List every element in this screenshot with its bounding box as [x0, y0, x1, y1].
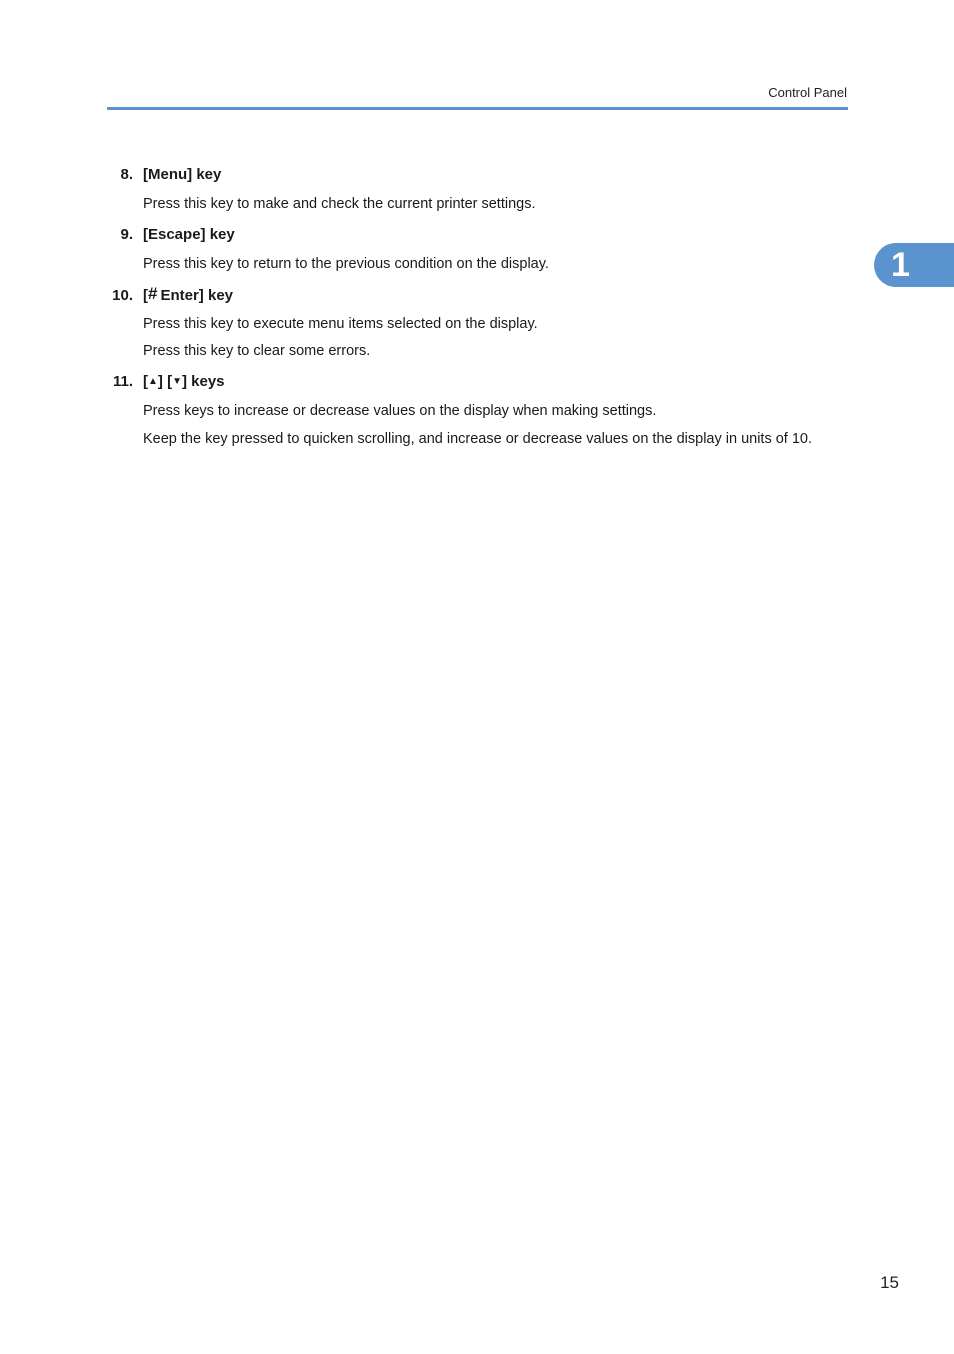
item-description: Press this key to return to the previous condition on the display.: [143, 256, 549, 272]
page-number: 15: [880, 1273, 899, 1292]
item-description: Keep the key pressed to quicken scrolling, and increase or decrease values on the display in units of 10.: [143, 431, 813, 447]
bracket-open: [: [143, 373, 148, 390]
down-triangle-icon: ▼: [172, 376, 182, 387]
item-description: Press this key to execute menu items selected on the display.: [143, 316, 538, 332]
chapter-number: 1: [891, 246, 910, 284]
item-title: [Menu] key: [143, 166, 222, 183]
item-title: [Escape] key: [143, 226, 235, 243]
hash-icon: #: [148, 284, 158, 303]
item-description: Press this key to clear some errors.: [143, 343, 371, 359]
item-number: 10.: [112, 287, 133, 304]
item-title: [143, 286, 233, 305]
enter-label: Enter] key: [160, 287, 234, 304]
item-title: [143, 373, 225, 393]
item-description: Press keys to increase or decrease values on the display when making settings.: [143, 403, 657, 419]
bracket-middle: ] [: [157, 373, 173, 390]
keys-label: ] keys: [181, 373, 225, 390]
item-description: Press this key to make and check the current printer settings.: [143, 196, 536, 212]
bracket-open: [: [143, 287, 148, 304]
section-title: Control Panel: [768, 85, 847, 100]
item-number: 11.: [112, 373, 133, 390]
header-rule: [107, 107, 848, 110]
item-number: 8.: [120, 166, 133, 183]
chapter-tab: [874, 243, 954, 287]
item-heading-escape-key: [107, 226, 235, 244]
item-heading-arrow-keys: [107, 373, 225, 393]
up-triangle-icon: ▲: [148, 376, 158, 387]
item-number: 9.: [120, 226, 133, 243]
item-heading-enter-key: [107, 286, 233, 305]
item-heading-menu-key: [107, 166, 221, 184]
